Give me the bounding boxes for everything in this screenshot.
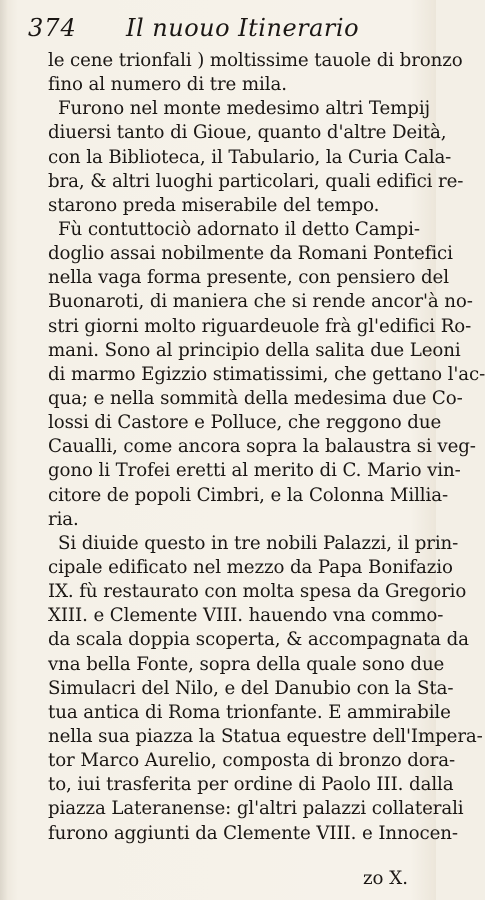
text-line: tor Marco Aurelio, composta di bronzo dora- bbox=[48, 750, 456, 772]
text-line: nella vaga forma presente, con pensiero del bbox=[48, 267, 449, 289]
text-line: stri giorni molto riguardeuole frà gl'edifici Ro- bbox=[48, 315, 472, 337]
gutter-shadow bbox=[0, 0, 8, 900]
text-line: Simulacri del Nilo, e del Danubio con la Sta- bbox=[48, 677, 454, 699]
text-line: mani. Sono al principio della salita due Leoni bbox=[48, 339, 461, 361]
text-line: fino al numero di tre mila. bbox=[48, 74, 287, 96]
text-line: to, iui trasferita per ordine di Paolo III. dalla bbox=[48, 774, 454, 796]
text-line: Fù contuttociò adornato il detto Campi- bbox=[58, 218, 420, 240]
text-line: le cene trionfali ) moltissime tauole di bronzo bbox=[48, 50, 463, 71]
page-number: 374 bbox=[28, 14, 77, 42]
text-line: doglio assai nobilmente da Romani Pontefici bbox=[48, 243, 453, 265]
text-line: Buonaroti, di maniera che si rende ancor'à no- bbox=[48, 291, 473, 313]
text-line: diuersi tanto di Gioue, quanto d'altre Deità, bbox=[48, 122, 447, 144]
text-line: qua; e nella sommità della medesima due Co- bbox=[48, 387, 463, 409]
text-line: Caualli, come ancora sopra la balaustra si veg- bbox=[48, 436, 476, 458]
text-line: ria. bbox=[48, 508, 79, 530]
text-line: gono li Trofei eretti al merito di C. Mario vin- bbox=[48, 460, 461, 482]
running-head: Il nuouo Itinerario bbox=[126, 14, 360, 42]
text-line: nella sua piazza la Statua equestre dell'Impera- bbox=[48, 725, 483, 747]
text-line: Si diuide questo in tre nobili Palazzi, il prin- bbox=[58, 532, 459, 554]
text-line: da scala doppia scoperta, & accompagnata da bbox=[48, 629, 469, 651]
text-line: tua antica di Roma trionfante. E ammirabile bbox=[48, 701, 451, 723]
text-line: starono preda miserabile del tempo. bbox=[48, 194, 380, 216]
text-line: XIII. e Clemente VIII. hauendo vna commo- bbox=[48, 605, 444, 627]
body-text bbox=[48, 49, 485, 846]
page-header bbox=[28, 12, 418, 44]
text-line: citore de popoli Cimbri, e la Colonna Millia- bbox=[48, 484, 449, 506]
text-line: Furono nel monte medesimo altri Tempij bbox=[58, 98, 431, 120]
text-line: di marmo Egizzio stimatissimi, che gettano l'ac- bbox=[48, 363, 485, 385]
text-line: furono aggiunti da Clemente VIII. e Innocen- bbox=[48, 822, 458, 844]
text-line: bra, & altri luoghi particolari, quali edifici re- bbox=[48, 170, 464, 192]
catchword: zo X. bbox=[362, 868, 408, 889]
text-line: lossi di Castore e Polluce, che reggono due bbox=[48, 412, 442, 434]
text-line: cipale edificato nel mezzo da Papa Bonifazio bbox=[48, 556, 453, 578]
text-line: vna bella Fonte, sopra della quale sono due bbox=[48, 653, 445, 675]
text-line: con la Biblioteca, il Tabulario, la Curia Cala- bbox=[48, 146, 452, 168]
text-line: piazza Lateranense: gl'altri palazzi collaterali bbox=[48, 798, 464, 820]
text-line: IX. fù restaurato con molta spesa da Gregorio bbox=[48, 581, 467, 603]
